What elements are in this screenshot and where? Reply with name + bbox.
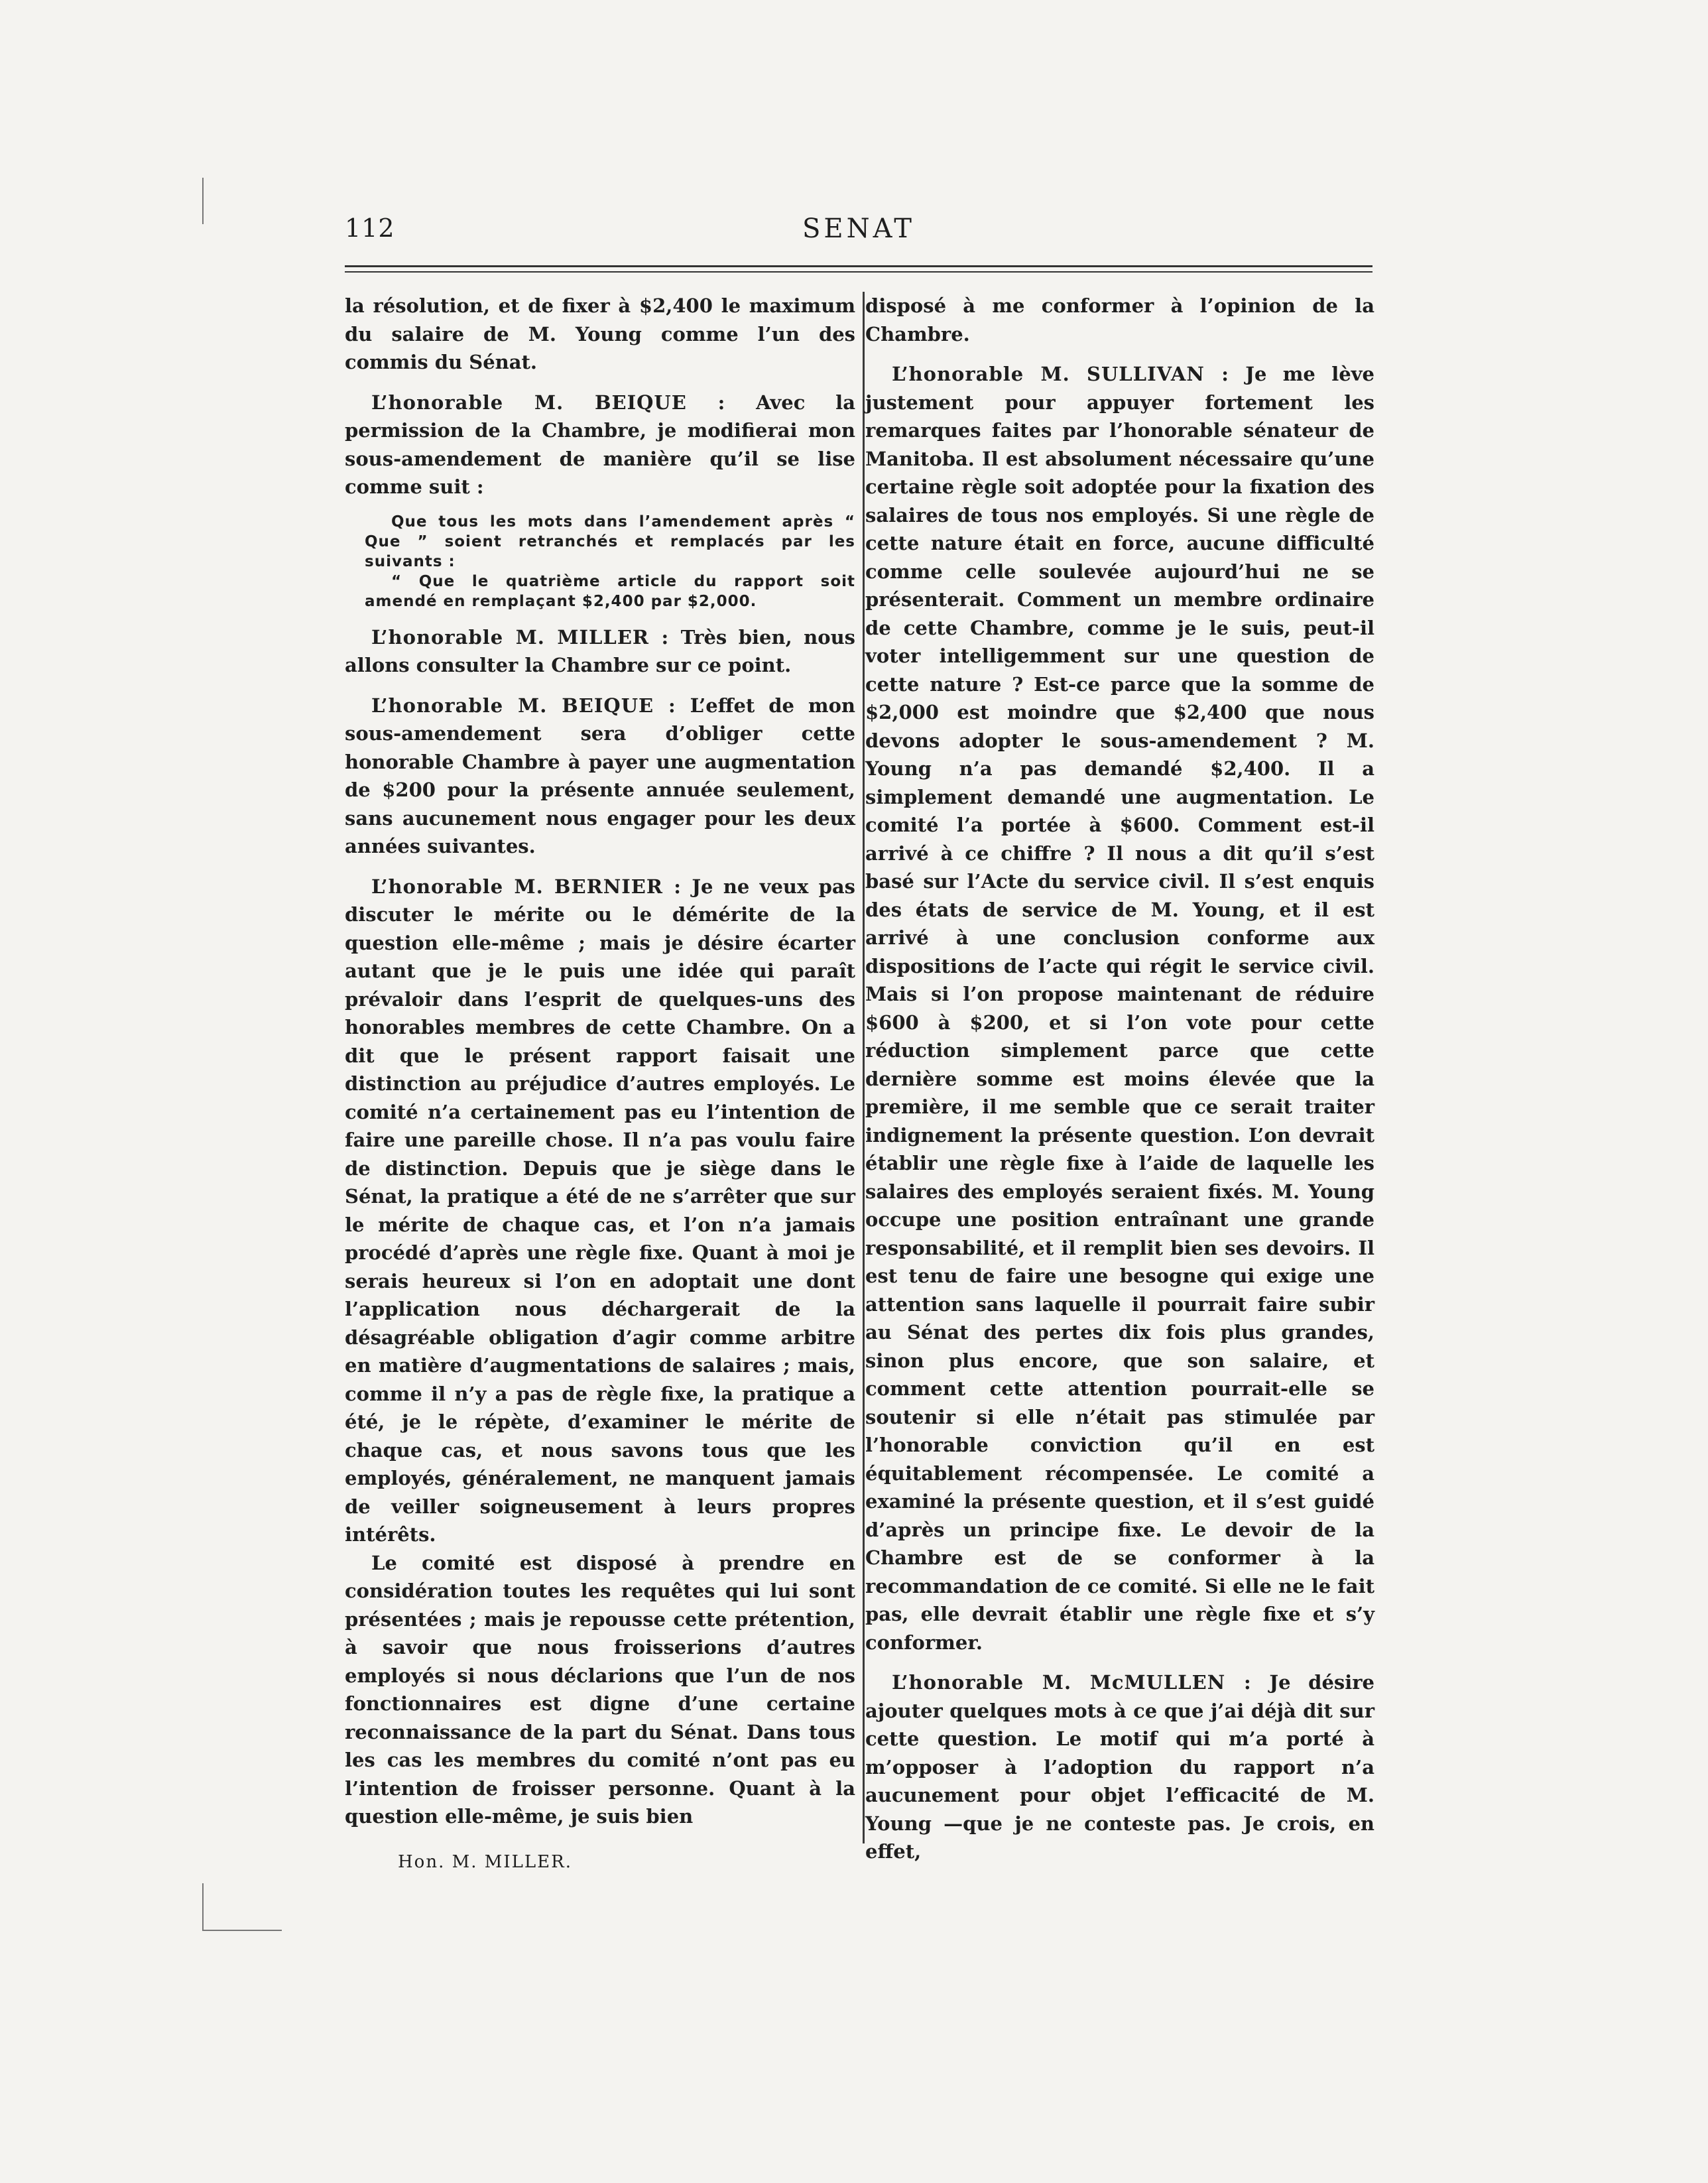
paragraph xyxy=(865,360,1374,1656)
paragraph: Le comité est disposé à prendre en considération toutes les requêtes qui lui sont présentées ; mais je repousse cette prétention, à savoir que nous froisserions d’autres employés si nous déclarions que l’un de nos fonctionnaires est digne d’une certaine reconnaissance de la part du Sénat. Dans tous les cas les membres du comité n’ont pas eu l’intention de froisser personne. Quant à la question elle-même, je suis bien xyxy=(345,1551,855,1828)
quote-line: Que tous les mots dans l’amendement après “ Que ” soient retranchés et remplacés par les suivants : xyxy=(365,513,855,570)
speaker-name: L’honorable M. BERNIER : xyxy=(371,875,682,898)
speaker-name: L’honorable M. SULLIVAN : xyxy=(892,363,1229,385)
left-column xyxy=(345,292,855,1831)
speaker-name: L’honorable M. BEIQUE : xyxy=(371,391,726,414)
header-rule-top xyxy=(345,265,1372,267)
paragraph xyxy=(345,623,855,680)
page-header xyxy=(345,214,1372,253)
footer-signature: Hon. M. MILLER. xyxy=(398,1852,572,1872)
quote-line: “ Que le quatrième article du rapport soit amendé en remplaçant $2,400 par $2,000. xyxy=(365,572,855,610)
paragraph: disposé à me conformer à l’opinion de la Chambre. xyxy=(865,294,1374,345)
quoted-motion xyxy=(365,512,855,611)
paragraph: la résolution, et de fixer à $2,400 le maximum du salaire de M. Young comme l’un des commis du Sénat. xyxy=(345,294,855,373)
column-divider xyxy=(863,292,865,1843)
speaker-name: L’honorable M. BEIQUE : xyxy=(371,694,676,717)
speech-text: L’effet de mon sous-amendement sera d’obliger cette honorable Chambre à payer une augmentation de $200 pour la présente annuée seulement, sans aucunement nous engager pour les deux années suivantes. xyxy=(345,694,856,857)
paragraph xyxy=(345,389,855,501)
speech-text: Avec la permission de la Chambre, je modifierai mon sous-amendement de manière qu’il se lise comme suit : xyxy=(345,391,855,498)
paragraph xyxy=(345,692,855,861)
running-head: SENAT xyxy=(802,214,915,244)
paragraph xyxy=(865,1668,1374,1866)
speaker-name: L’honorable M. McMULLEN : xyxy=(892,1671,1252,1694)
right-column xyxy=(865,292,1374,1866)
speech-text: Je me lève justement pour appuyer fortement les remarques faites par l’honorable sénateur de Manitoba. Il est absolument nécessaire qu’une certaine règle soit adoptée pour la fixation des salaires de tous nos employés. Si une règle de cette nature était en force, aucune difficulté comme celle soulevée aujourd’hui ne se présenterait. Comment un membre ordinaire de cette Chambre, comme je le suis, peut-il voter intelligemment sur une question de cette nature ? Est-ce parce que la somme de $2,000 est moindre que $2,400 que nous devons adopter le sous-amendement ? M. Young n’a pas demandé $2,400. Il a simplement demandé une augmentation. Le comité l’a portée à $600. Comment est-il arrivé à ce chiffre ? Il nous a dit qu’il s’est basé sur l’Acte du service civil. Il s’est enquis des états de service de M. Young, et il est arrivé à une conclusion conforme aux dispositions de l’acte qui régit le service civil. Mais si l’on propose maintenant de réduire $600 à $200, et si l’on vote pour cette réduction simplement parce que cette dernière somme est moins élevée que la première, il me semble que ce serait traiter indignement la présente question. L’on devrait établir une règle fixe à l’aide de laquelle les salaires des employés seraient fixés. M. Young occupe une position entraînant une grande responsabilité, et il remplit bien ses devoirs. Il est tenu de faire une besogne qui exige une attention sans laquelle il pourrait faire subir au Sénat des pertes dix fois plus grandes, sinon plus encore, que son salaire, et comment cette attention pourrait-elle se soutenir si elle n’était pas stimulée par l’honorable conviction qu’il en est équitablement récompensée. Le comité a examiné la présente question, et il s’est guidé d’après un principe fixe. Le devoir de la Chambre est de se conformer à la recommandation de ce comité. Si elle ne le fait pas, elle devrait établir une règle fixe et s’y conformer. xyxy=(865,363,1374,1654)
speaker-name: L’honorable M. MILLER : xyxy=(371,625,670,649)
paragraph xyxy=(345,873,855,1549)
speech-text: Très bien, nous allons consulter la Chambre sur ce point. xyxy=(345,625,856,676)
header-rule-bottom xyxy=(345,271,1372,273)
speech-text: Je désire ajouter quelques mots à ce que j’ai déjà dit sur cette question. Le motif qui m’a porté à m’opposer à l’adoption du rapport n’a aucunement pour objet l’efficacité de M. Young —que je ne conteste pas. Je crois, en effet, xyxy=(865,1671,1374,1863)
crop-mark-top-left xyxy=(202,178,204,224)
crop-mark-bottom-left xyxy=(202,1883,204,1930)
speech-text: Je ne veux pas discuter le mérite ou le démérite de la question elle-même ; mais je désire écarter autant que je le puis une idée qui paraît prévaloir dans l’esprit de quelques-uns des honorables membres de cette Chambre. On a dit que le présent rapport faisait une distinction au préjudice d’autres employés. Le comité n’a certainement pas eu l’intention de faire une pareille chose. Il n’a pas voulu faire de distinction. Depuis que je siège dans le Sénat, la pratique a été de ne s’arrêter que sur le mérite de chaque cas, et l’on n’a jamais procédé d’après une règle fixe. Quant à moi je serais heureux si l’on en adoptait une dont l’application nous déchargerait de la désagréable obligation d’agir comme arbitre en matière d’augmentations de salaires ; mais, comme il n’y a pas de règle fixe, la pratique a été, je le répète, d’examiner le mérite de chaque cas, et nous savons tous que les employés, généralement, ne manquent jamais de veiller soigneusement à leurs propres intérêts. xyxy=(345,875,855,1546)
page-number: 112 xyxy=(345,214,395,243)
crop-mark-bottom-line xyxy=(202,1930,282,1931)
